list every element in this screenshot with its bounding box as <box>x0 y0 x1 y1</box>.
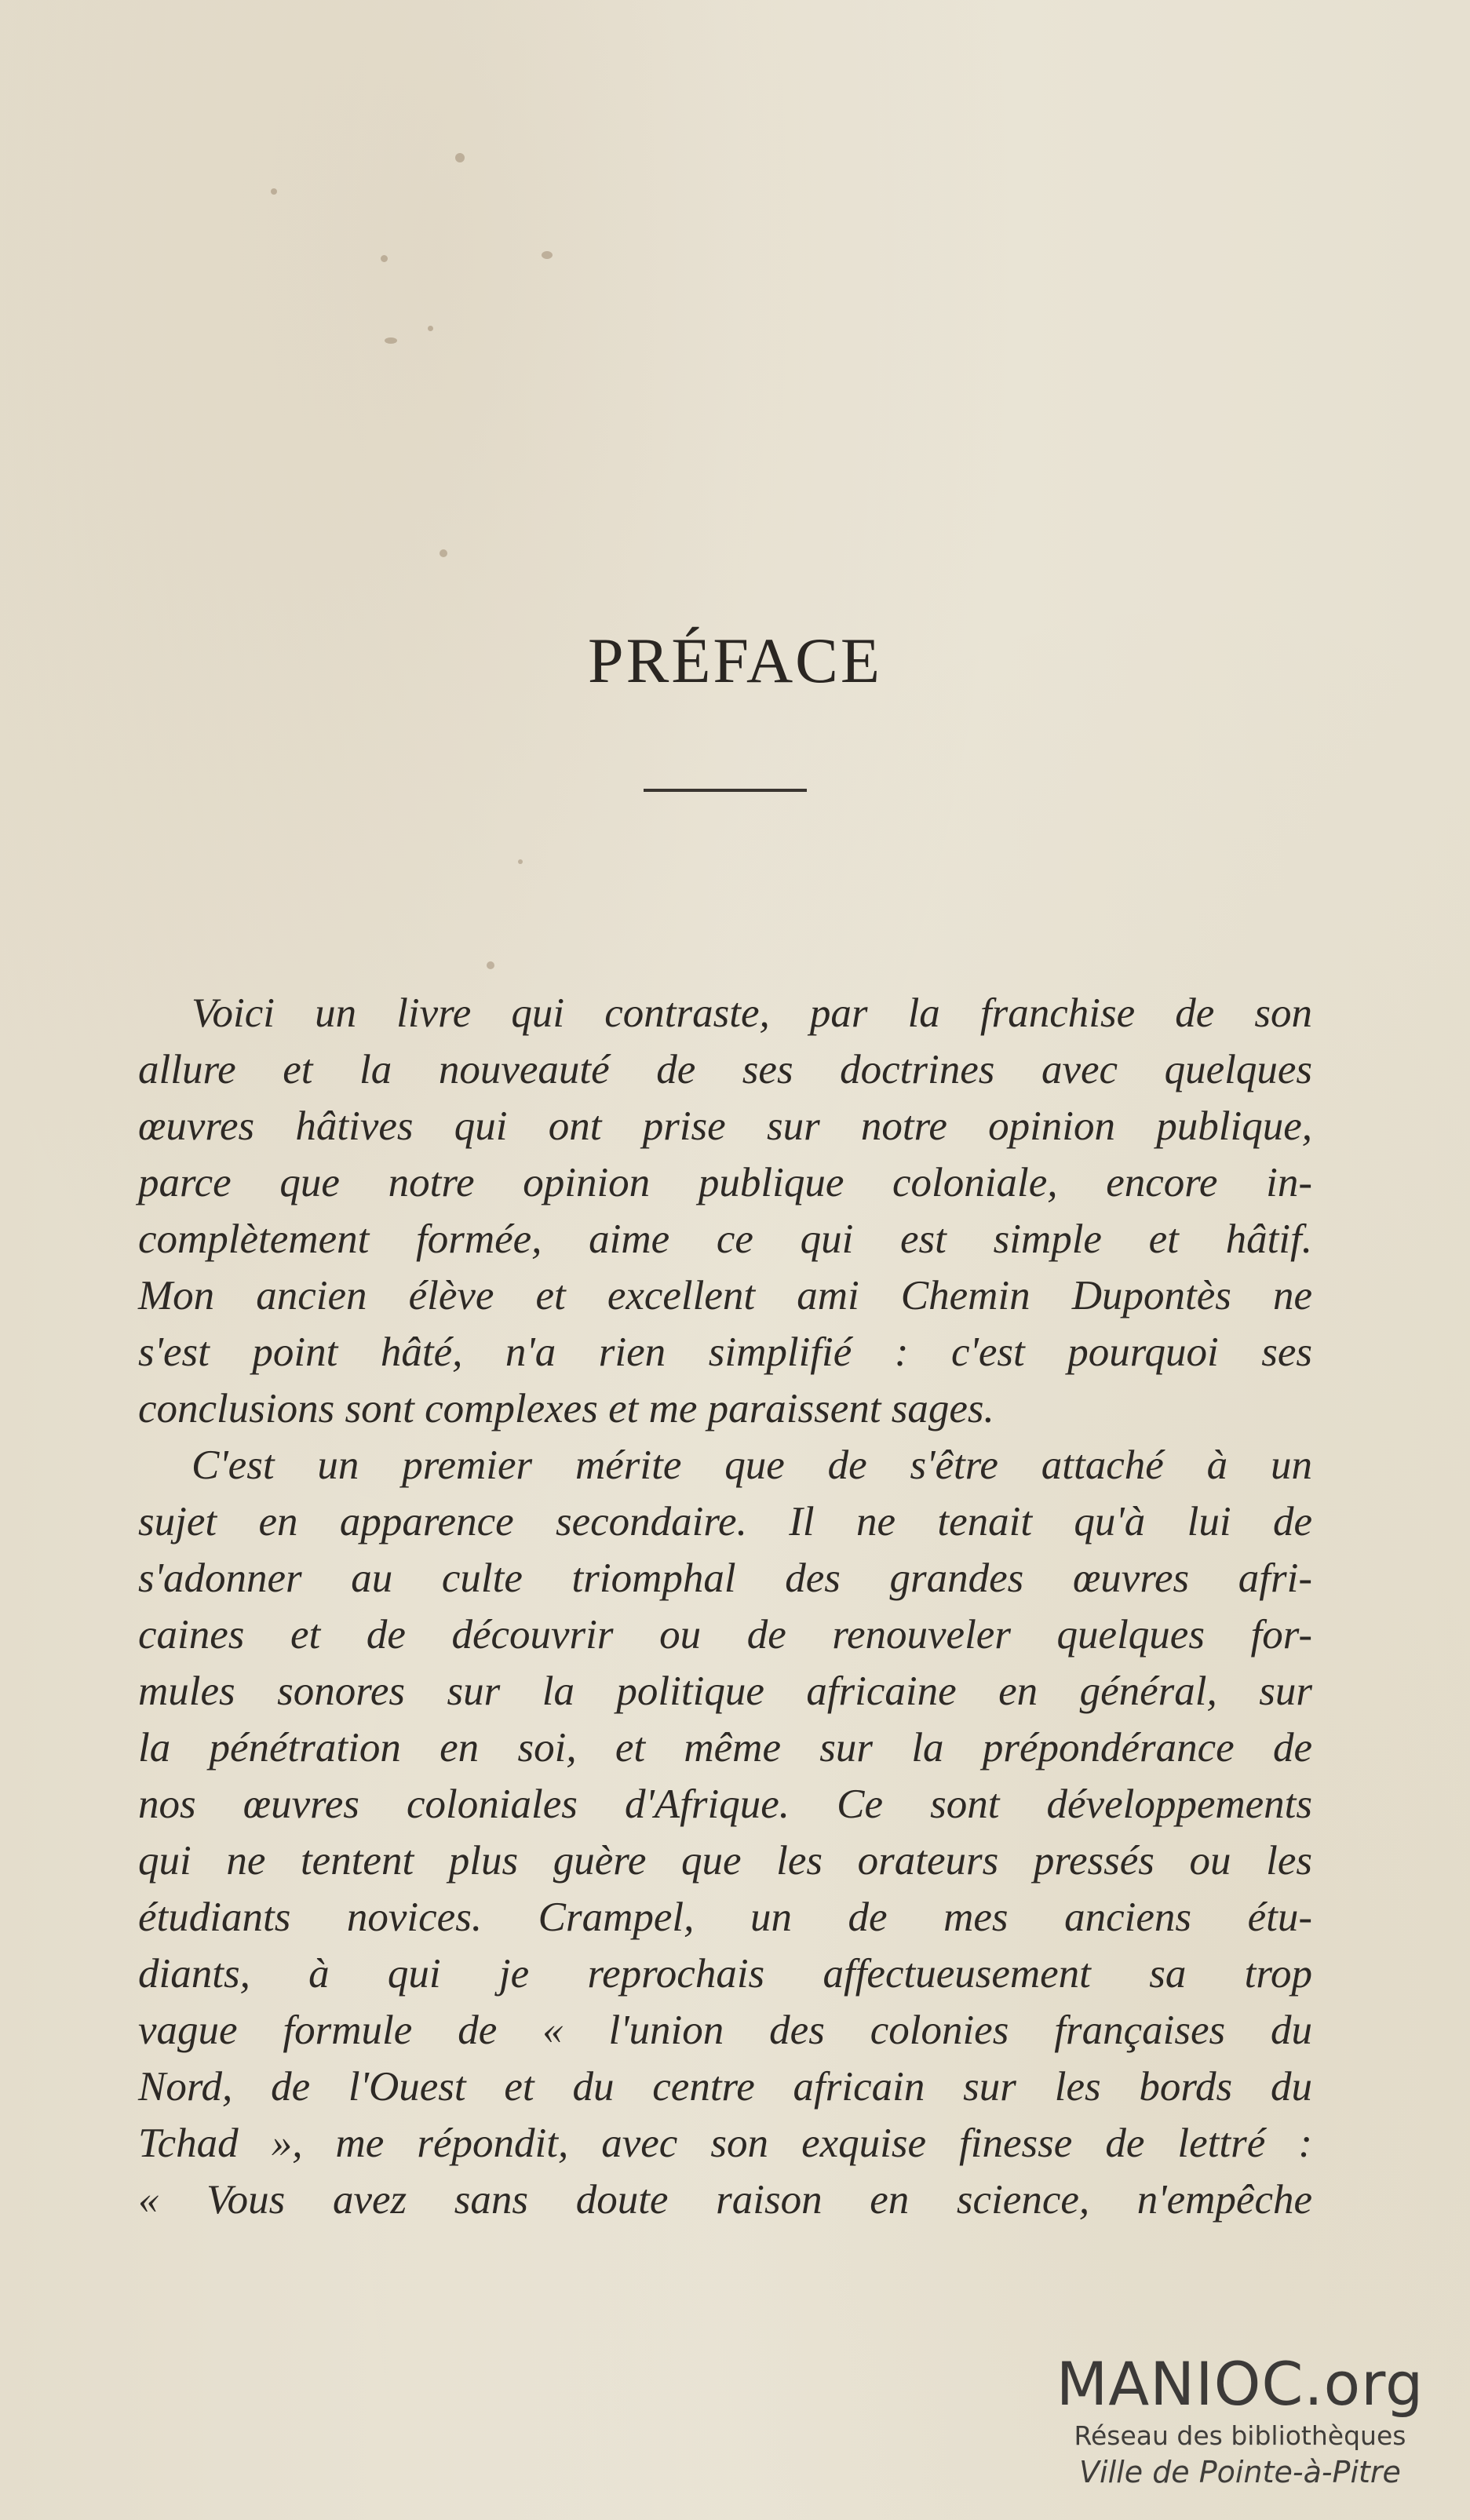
foxing-speck <box>440 549 447 557</box>
text-line: s'est point hâté, n'a rien simplifié : c'est pourquoi ses <box>138 1329 1312 1375</box>
foxing-speck <box>385 337 397 344</box>
text-line: Mon ancien élève et excellent ami Chemin Dupontès ne <box>138 1273 1312 1318</box>
text-line: nos œuvres coloniales d'Afrique. Ce sont développements <box>138 1782 1312 1827</box>
foxing-speck <box>381 255 388 262</box>
text-line: étudiants novices. Crampel, un de mes anciens étu- <box>138 1895 1312 1940</box>
text-line: vague formule de « l'union des colonies françaises du <box>138 2008 1312 2053</box>
text-line: mules sonores sur la politique africaine en général, sur <box>138 1668 1312 1714</box>
text-line: Tchad », me répondit, avec son exquise finesse de lettré : <box>138 2121 1312 2166</box>
text-line: œuvres hâtives qui ont prise sur notre opinion publique, <box>138 1103 1312 1149</box>
text-line: allure et la nouveauté de ses doctrines avec quelques <box>138 1047 1312 1092</box>
page-title: PRÉFACE <box>588 625 882 696</box>
foxing-speck <box>455 153 465 162</box>
text-line: Voici un livre qui contraste, par la franchise de son <box>192 990 1312 1036</box>
text-line: conclusions sont complexes et me paraissent sages. <box>138 1386 994 1431</box>
title-rule <box>644 789 807 792</box>
watermark-network: Réseau des bibliothèques <box>1074 2420 1406 2451</box>
foxing-speck <box>487 961 494 969</box>
text-line: parce que notre opinion publique coloniale, encore in- <box>138 1160 1312 1205</box>
manioc-logo: MANIOC.org <box>1056 2349 1424 2419</box>
text-line: caines et de découvrir ou de renouveler quelques for- <box>138 1612 1312 1658</box>
text-line: Nord, de l'Ouest et du centre africain sur les bords du <box>138 2064 1312 2110</box>
watermark-city: Ville de Pointe-à-Pitre <box>1079 2455 1401 2489</box>
body-text <box>138 985 1312 2228</box>
foxing-speck <box>542 251 553 259</box>
library-watermark <box>1044 2349 1436 2491</box>
text-line: diants, à qui je reprochais affectueusement sa trop <box>138 1951 1312 1997</box>
text-line: la pénétration en soi, et même sur la prépondérance de <box>138 1725 1312 1771</box>
text-line: s'adonner au culte triomphal des grandes œuvres afri- <box>138 1555 1312 1601</box>
text-line: sujet en apparence secondaire. Il ne tenait qu'à lui de <box>138 1499 1312 1544</box>
text-line: C'est un premier mérite que de s'être attaché à un <box>192 1442 1312 1488</box>
text-line: « Vous avez sans doute raison en science, n'empêche <box>138 2177 1312 2223</box>
foxing-speck <box>271 188 277 195</box>
foxing-speck <box>428 326 433 331</box>
text-line: qui ne tentent plus guère que les orateurs pressés ou les <box>138 1838 1312 1884</box>
foxing-speck <box>518 859 523 864</box>
text-line: complètement formée, aime ce qui est simple et hâtif. <box>138 1216 1312 1262</box>
